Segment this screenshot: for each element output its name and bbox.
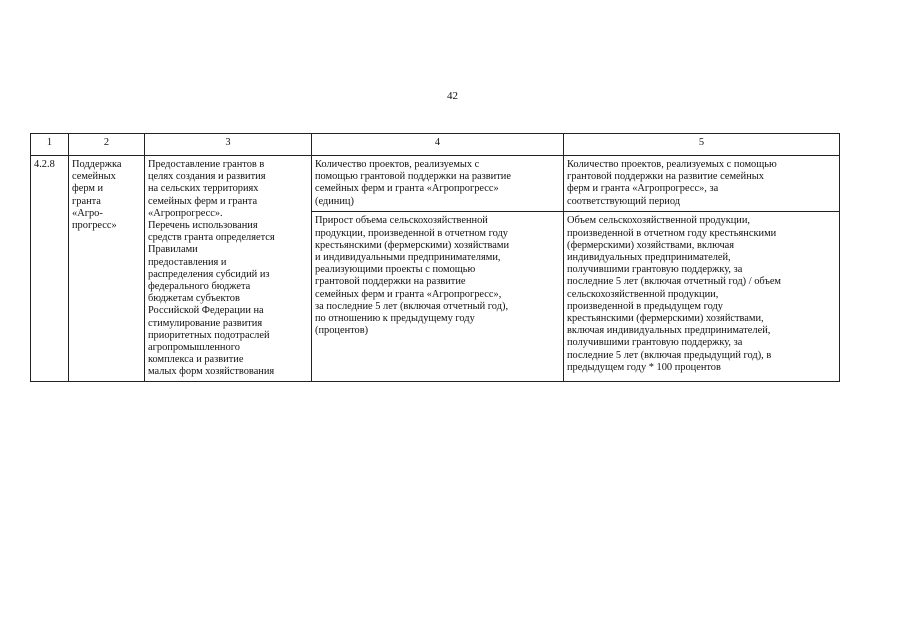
calculation-method-cell: Количество проектов, реализуемых с помощью грантовой поддержки на развитие семейных ферм и гранта «Агропрогресс», за соответствующий период [564,156,840,212]
header-row [31,134,840,156]
measure-name-cell: Поддержка семейных ферм и гранта «Агро- прогресс» [69,156,145,382]
measure-description-cell: Предоставление грантов в целях создания и развития на сельских территориях семейных ферм и гранта «Агропрогресс». Перечень использования средств гранта определяется Правилами предоставления и распределения субсидий из федерального бюджета бюджетам субъектов Российской Федерации на стимулирование развития приоритетных подотраслей агропромышленного комплекса и развитие малых форм хозяйствования [145,156,312,382]
column-header: 1 [31,134,69,156]
column-header: 5 [564,134,840,156]
calculation-method-cell: Объем сельскохозяйственной продукции, произведенной в отчетном году крестьянскими (фермерскими) хозяйствами, включая индивидуальных предпринимателей, получившими грантовую поддержку, за последние 5 лет (включая отчетный год) / объем сельскохозяйственной продукции, произведенной в предыдущем году крестьянскими (фермерскими) хозяйствами, включая индивидуальных предпринимателей, получившими грантовую поддержку, за последние 5 лет (включая предыдущий год), в предыдущем году * 100 процентов [564,212,840,381]
column-header: 4 [312,134,564,156]
indicator-cell: Количество проектов, реализуемых с помощью грантовой поддержки на развитие семейных ферм и гранта «Агропрогресс» (единиц) [312,156,564,212]
page-number: 42 [447,90,458,102]
measure-code-cell: 4.2.8 [31,156,69,382]
table-row [31,156,840,212]
grant-table [30,133,840,382]
column-header: 3 [145,134,312,156]
column-header: 2 [69,134,145,156]
indicator-cell: Прирост объема сельскохозяйственной продукции, произведенной в отчетном году крестьянскими (фермерскими) хозяйствами и индивидуальными предпринимателями, реализующими проекты с помощью грантовой поддержки на развитие семейных ферм и гранта «Агропрогресс», за последние 5 лет (включая отчетный год), по отношению к предыдущему году (процентов) [312,212,564,381]
